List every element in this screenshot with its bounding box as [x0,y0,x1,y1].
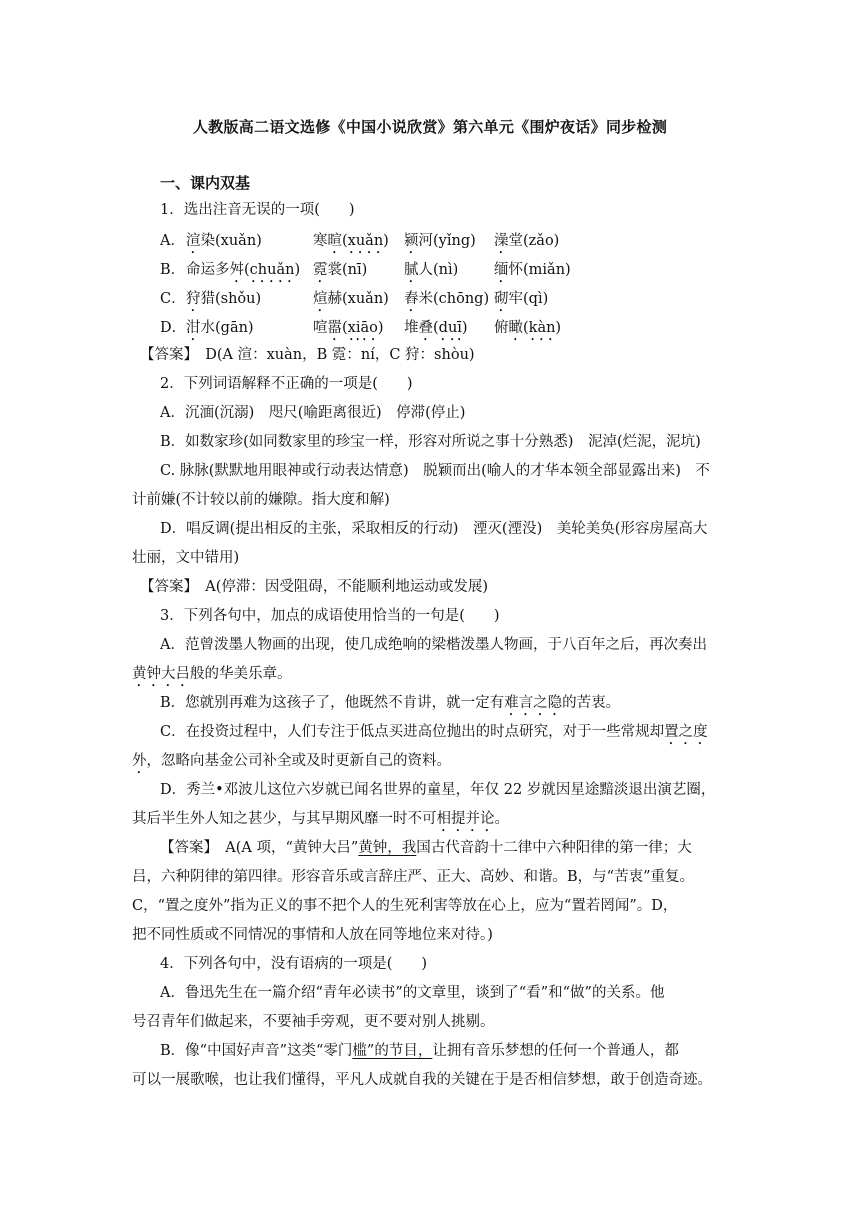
option-a-item-1: 渲染(xuǎn) [186,233,262,249]
question-3-option-a: A．范曾泼墨人物画的出现，使几成绝响的梁楷泼墨人物画，于八百年之后，再次奏出 [160,637,707,653]
option-b-label: B． [160,262,186,278]
answer-3-cont-3: 把不同性质或不同情况的事情和人放在同等地位来对待。) [132,927,493,943]
option-b-item-2: 霓裳(nī) [313,262,368,278]
question-3-option-c-cont: 外，忽略向基金公司补全或及时更新自己的资料。 [132,753,451,769]
question-4-stem: 4．下列各句中，没有语病的一项是( ) [160,956,428,972]
question-3-option-a-cont: 黄钟大吕般的华美乐章。 [132,666,292,682]
question-4-option-a: A．鲁迅先生在一篇介绍“青年必读书”的文章里，谈到了“看”和“做”的关系。他 [160,985,665,1001]
question-2-option-b: B．如数家珍(如同数家里的珍宝一样，形容对所说之事十分熟悉) 泥淖(烂泥，泥坑) [160,434,701,450]
question-3-option-c: C．在投资过程中，人们专注于低点买进高位抛出的时点研究，对于一些常规却置之度 [160,724,708,740]
answer-3: 【答案】 A(A 项，“黄钟大吕”黄钟，我国古代音韵十二律中六种阳律的第一律；大 [160,840,692,856]
option-d-item-2: 喧嚣(xiāo) [313,320,384,336]
option-c-item-2: 煊赫(xuǎn) [313,291,389,307]
option-a-item-2: 寒暄(xuǎn) [313,233,389,249]
section-heading: 一、课内双基 [160,174,251,192]
question-3-option-d-cont: 其后半生外人知之甚少，与其早期风靡一时不可相提并论。 [132,811,509,827]
question-2-option-c-cont: 计前嫌(不计较以前的嫌隙。指大度和解) [132,492,390,508]
option-c-item-3: 舂米(chōng) [404,291,490,307]
question-2-option-c: C. 脉脉(默默地用眼神或行动表达情意) 脱颖而出(喻人的才华本领全部显露出来) 不 [160,463,710,479]
question-2-stem: 2．下列词语解释不正确的一项是( ) [160,376,413,392]
option-c-label: C． [160,291,186,307]
question-4-option-a-cont: 号召青年们做起来，不要袖手旁观，更不要对别人挑剔。 [132,1014,495,1030]
question-2-option-d: D．唱反调(提出相反的主张，采取相反的行动) 湮灭(湮没) 美轮美奂(形容房屋高大 [160,521,708,537]
option-d-item-1: 泔水(gān) [186,320,254,336]
option-d-label: D． [160,320,187,336]
question-4-option-b-cont: 可以一展歌喉，也让我们懂得，平凡人成就自我的关键在于是否相信梦想，敢于创造奇迹。 [132,1072,712,1088]
answer-1: 【答案】 D(A 渲：xuàn，B 霓：ní，C 狩：shòu) [140,347,475,363]
question-4-option-b: B．像“中国好声音”这类“零门槛”的节目，让拥有音乐梦想的任何一个普通人，都 [160,1043,679,1059]
option-b-item-4: 缅怀(miǎn) [494,262,571,278]
option-a-item-4: 澡堂(zǎo) [494,233,560,249]
option-a-item-3: 颍河(yǐng) [404,233,476,249]
question-3-stem: 3．下列各句中，加点的成语使用恰当的一句是( ) [160,608,500,624]
option-d-item-3: 堆叠(duī) [404,320,468,336]
answer-3-cont-1: 吕，六种阴律的第四律。形容音乐或言辞庄严、正大、高妙、和谐。B，与“苦衷”重复。 [132,869,694,885]
option-c-item-1: 狩猎(shǒu) [186,291,262,307]
option-d-item-4: 俯瞰(kàn) [494,320,562,336]
question-2-option-a: A．沉湎(沉溺) 咫尺(喻距离很近) 停滞(停止) [160,405,466,421]
question-2-option-d-cont: 壮丽，文中错用) [132,550,240,566]
option-b-item-3: 腻人(nì) [404,262,459,278]
question-3-option-b: B．您就别再难为这孩子了，他既然不肯讲，就一定有难言之隐的苦衷。 [160,695,621,711]
answer-3-cont-2: C，“置之度外”指为正义的事不把个人的生死利害等放在心上，应为“置若罔闻”。D， [132,898,678,914]
option-c-item-4: 砌牢(qì) [494,291,549,307]
document-title: 人教版高二语文选修《中国小说欣赏》第六单元《围炉夜话》同步检测 [192,118,668,136]
option-a-label: A． [160,233,185,249]
answer-2: 【答案】 A(停滞：因受阻碍，不能顺利地运动或发展) [140,579,489,595]
question-3-option-d: D．秀兰•邓波儿这位六岁就已闻名世界的童星，年仅 22 岁就因星途黯淡退出演艺圈， [160,782,716,798]
question-1-stem: 1．选出注音无误的一项( ) [160,202,355,218]
option-b-item-1: 命运多舛(chuǎn) [186,262,301,278]
